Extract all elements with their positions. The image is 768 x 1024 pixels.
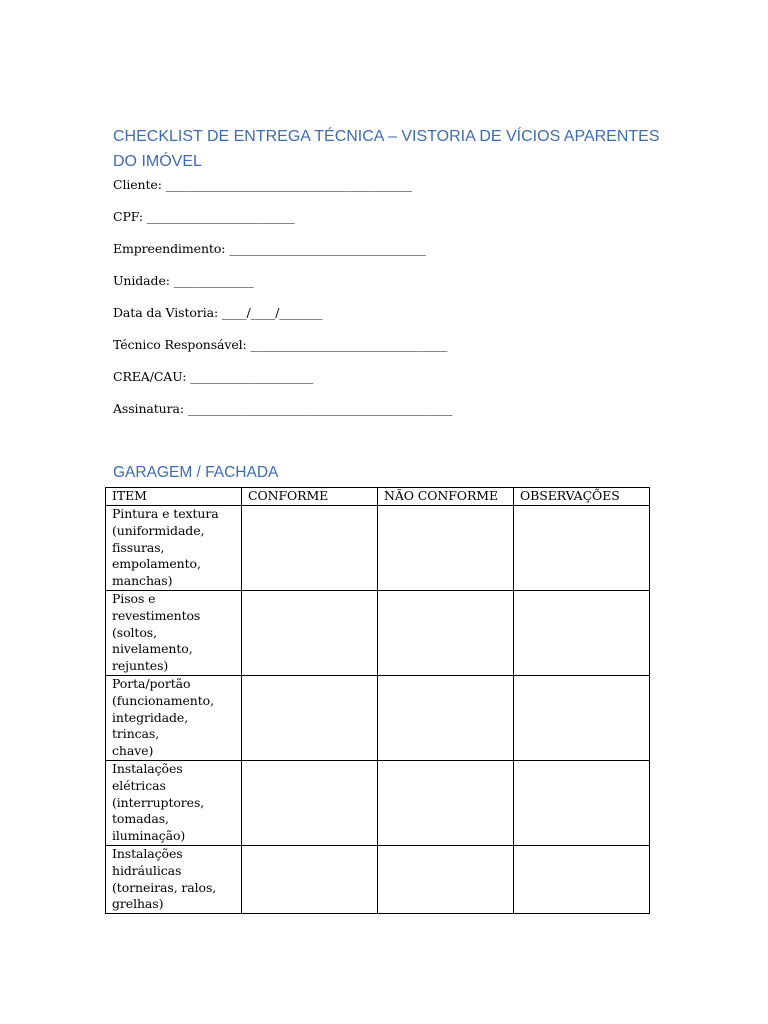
item-line: Pintura e textura — [112, 506, 219, 521]
item-line: tomadas, — [112, 811, 169, 827]
responsible-technician-field: Técnico Responsável: ________________________________ — [113, 337, 448, 352]
item-line: hidráulicas — [112, 862, 182, 878]
cpf-field: CPF: ________________________ — [113, 209, 295, 224]
compliant-cell[interactable] — [242, 845, 378, 913]
development-field: Empreendimento: ________________________________ — [113, 241, 427, 256]
compliant-cell[interactable] — [242, 506, 378, 591]
compliant-cell[interactable] — [242, 760, 378, 845]
column-header-compliant: CONFORME — [242, 488, 378, 506]
checklist-body — [106, 506, 650, 914]
column-header-non-compliant: NÃO CONFORME — [378, 488, 514, 506]
unit-field: Unidade: _____________ — [113, 273, 254, 288]
compliant-cell[interactable] — [242, 675, 378, 760]
item-line: revestimentos — [112, 607, 201, 623]
item-line: Porta/portão — [112, 675, 191, 691]
section-title: GARAGEM / FACHADA — [113, 464, 279, 481]
checklist-table — [105, 487, 650, 914]
item-line: nivelamento, — [112, 641, 193, 657]
table-header-row — [106, 488, 650, 506]
item-line: Instalações — [112, 845, 183, 861]
non-compliant-cell[interactable] — [378, 760, 514, 845]
item-cell — [106, 760, 242, 845]
item-line: Pisos e — [112, 590, 156, 606]
observations-cell[interactable] — [514, 590, 650, 675]
non-compliant-cell[interactable] — [378, 845, 514, 913]
item-line: (soltos, — [112, 624, 157, 640]
item-line: grelhas) — [112, 896, 164, 912]
item-line: Instalações elétricas — [112, 760, 183, 793]
observations-cell[interactable] — [514, 845, 650, 913]
item-line: (uniformidade, — [112, 522, 205, 538]
item-line: manchas) — [112, 573, 173, 589]
column-header-observations: OBSERVAÇÕES — [514, 488, 650, 506]
client-field: Cliente: ________________________________________ — [113, 177, 412, 192]
non-compliant-cell[interactable] — [378, 506, 514, 591]
item-line: empolamento, — [112, 556, 201, 572]
item-line: (funcionamento, — [112, 692, 214, 708]
item-line: integridade, trincas, — [112, 709, 189, 742]
item-cell — [106, 506, 242, 591]
item-cell — [106, 675, 242, 760]
item-line: rejuntes) — [112, 658, 169, 674]
item-line: chave) — [112, 743, 154, 759]
item-line: (torneiras, ralos, — [112, 879, 217, 895]
item-line: iluminação) — [112, 828, 186, 844]
table-row — [106, 845, 650, 913]
observations-cell[interactable] — [514, 760, 650, 845]
table-row — [106, 590, 650, 675]
non-compliant-cell[interactable] — [378, 590, 514, 675]
crea-cau-field: CREA/CAU: ____________________ — [113, 369, 314, 384]
item-line: (interruptores, — [112, 794, 205, 810]
table-row — [106, 675, 650, 760]
inspection-date-field: Data da Vistoria: ____/____/_______ — [113, 305, 323, 320]
observations-cell[interactable] — [514, 506, 650, 591]
compliant-cell[interactable] — [242, 590, 378, 675]
item-cell — [106, 590, 242, 675]
observations-cell[interactable] — [514, 675, 650, 760]
table-row — [106, 760, 650, 845]
table-row — [106, 506, 650, 591]
signature-field: Assinatura: ___________________________________________ — [113, 401, 453, 416]
item-cell — [106, 845, 242, 913]
item-line: fissuras, — [112, 539, 165, 555]
document-title: CHECKLIST DE ENTREGA TÉCNICA – VISTORIA DE VÍCIOS APARENTES DO IMÓVEL — [113, 128, 660, 170]
column-header-item: ITEM — [106, 488, 242, 506]
non-compliant-cell[interactable] — [378, 675, 514, 760]
